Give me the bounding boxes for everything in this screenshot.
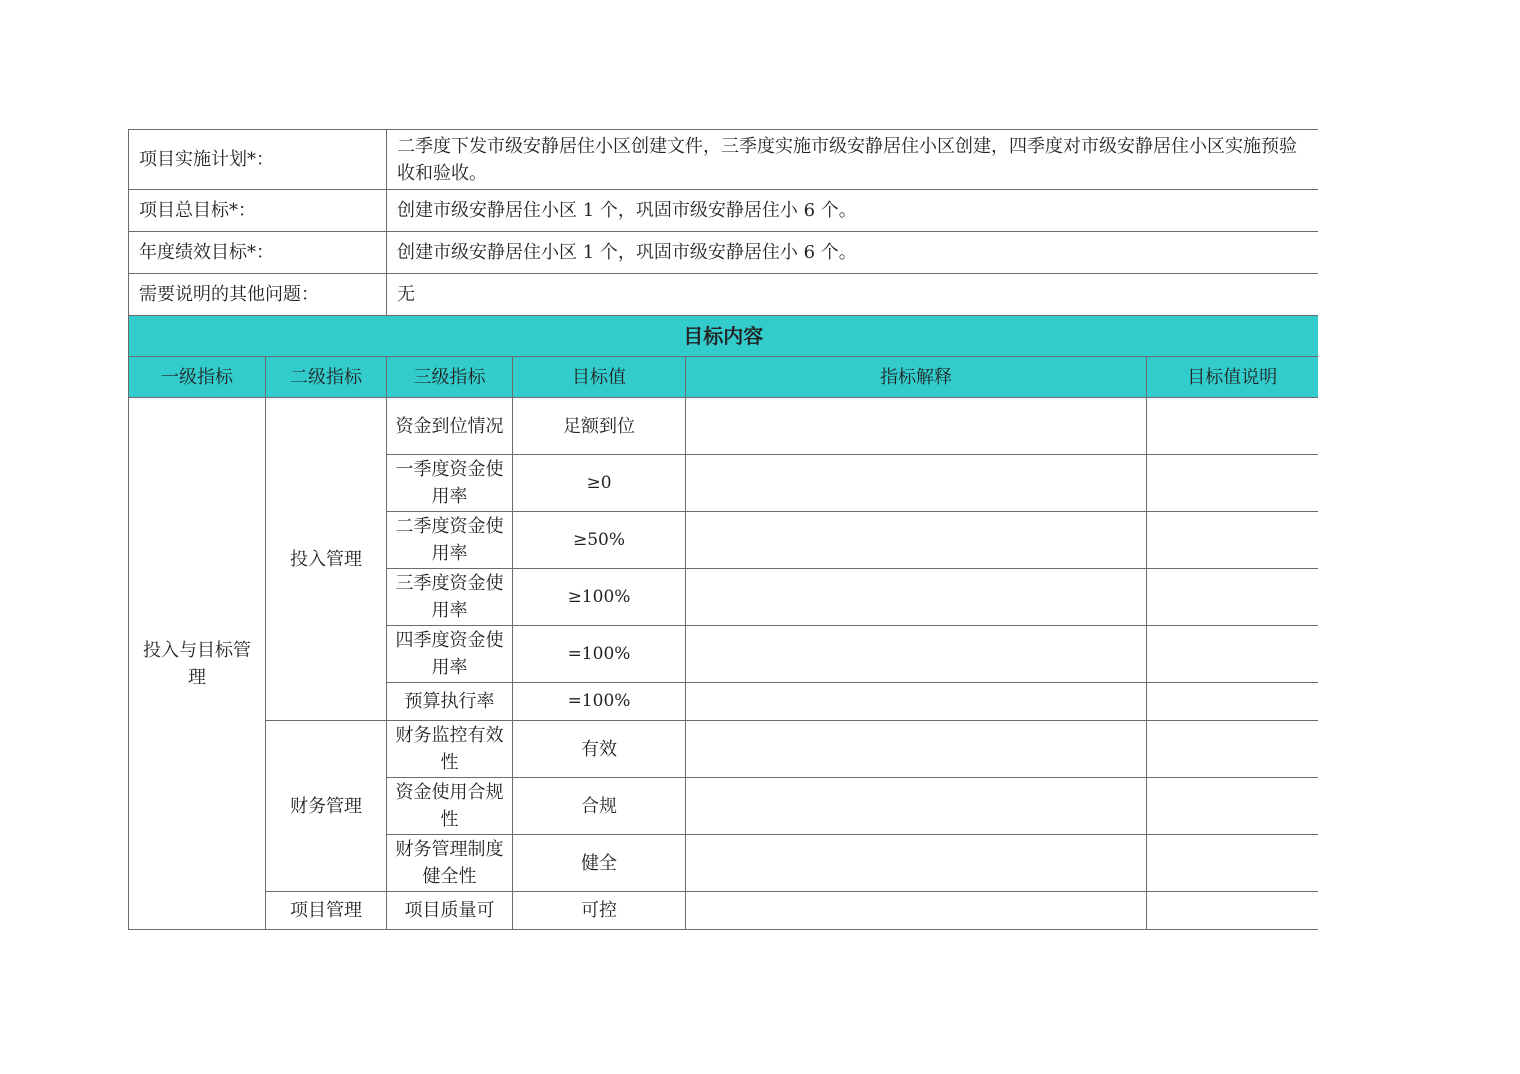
target-value-cell: =100% — [513, 626, 686, 683]
explanation-cell — [686, 455, 1147, 512]
level2-cell: 投入管理 — [266, 398, 387, 721]
level3-cell: 预算执行率 — [387, 683, 513, 721]
explanation-cell — [686, 398, 1147, 455]
table-row — [129, 398, 1318, 455]
level3-cell: 资金到位情况 — [387, 398, 513, 455]
column-header: 一级指标 — [129, 357, 266, 398]
info-row-overall-goal — [129, 190, 1318, 232]
target-value-cell: =100% — [513, 683, 686, 721]
level3-cell: 四季度资金使用率 — [387, 626, 513, 683]
level1-cell: 投入与目标管理 — [129, 398, 266, 930]
explanation-cell — [686, 721, 1147, 778]
level3-cell: 资金使用合规性 — [387, 778, 513, 835]
target-value-cell: ≥0 — [513, 455, 686, 512]
target-value-cell: 有效 — [513, 721, 686, 778]
level3-cell: 二季度资金使用率 — [387, 512, 513, 569]
info-label: 项目总目标*： — [129, 190, 387, 232]
column-header: 指标解释 — [686, 357, 1147, 398]
level3-cell: 财务监控有效性 — [387, 721, 513, 778]
level2-cell: 财务管理 — [266, 721, 387, 892]
note-cell — [1147, 683, 1318, 721]
performance-target-sheet — [128, 129, 1317, 930]
column-header: 三级指标 — [387, 357, 513, 398]
note-cell — [1147, 778, 1318, 835]
info-row-plan — [129, 130, 1318, 190]
target-value-cell: 合规 — [513, 778, 686, 835]
info-row-annual-goal — [129, 232, 1318, 274]
explanation-cell — [686, 683, 1147, 721]
target-value-cell: 健全 — [513, 835, 686, 892]
level2-cell: 项目管理 — [266, 892, 387, 930]
note-cell — [1147, 835, 1318, 892]
level3-cell: 财务管理制度健全性 — [387, 835, 513, 892]
info-value: 创建市级安静居住小区 1 个，巩固市级安静居住小 6 个。 — [387, 232, 1318, 274]
info-label: 年度绩效目标*： — [129, 232, 387, 274]
section-title: 目标内容 — [129, 316, 1318, 357]
info-value: 无 — [387, 274, 1318, 316]
note-cell — [1147, 455, 1318, 512]
column-header: 目标值 — [513, 357, 686, 398]
level3-cell: 项目质量可 — [387, 892, 513, 930]
explanation-cell — [686, 892, 1147, 930]
note-cell — [1147, 512, 1318, 569]
target-value-cell: 可控 — [513, 892, 686, 930]
note-cell — [1147, 721, 1318, 778]
explanation-cell — [686, 569, 1147, 626]
explanation-cell — [686, 778, 1147, 835]
note-cell — [1147, 626, 1318, 683]
column-header: 二级指标 — [266, 357, 387, 398]
note-cell — [1147, 892, 1318, 930]
info-label: 项目实施计划*： — [129, 130, 387, 190]
explanation-cell — [686, 512, 1147, 569]
target-value-cell: ≥50% — [513, 512, 686, 569]
info-value: 创建市级安静居住小区 1 个，巩固市级安静居住小 6 个。 — [387, 190, 1318, 232]
column-header-row — [129, 357, 1318, 398]
target-value-cell: 足额到位 — [513, 398, 686, 455]
info-label: 需要说明的其他问题： — [129, 274, 387, 316]
table-row — [129, 892, 1318, 930]
level3-cell: 三季度资金使用率 — [387, 569, 513, 626]
table-row — [129, 721, 1318, 778]
target-value-cell: ≥100% — [513, 569, 686, 626]
info-row-other-issues — [129, 274, 1318, 316]
section-banner — [129, 316, 1318, 357]
note-cell — [1147, 398, 1318, 455]
target-table — [128, 129, 1318, 930]
explanation-cell — [686, 835, 1147, 892]
explanation-cell — [686, 626, 1147, 683]
column-header: 目标值说明 — [1147, 357, 1318, 398]
note-cell — [1147, 569, 1318, 626]
info-value: 二季度下发市级安静居住小区创建文件，三季度实施市级安静居住小区创建，四季度对市级安静居住小区实施预验收和验收。 — [387, 130, 1318, 190]
level3-cell: 一季度资金使用率 — [387, 455, 513, 512]
